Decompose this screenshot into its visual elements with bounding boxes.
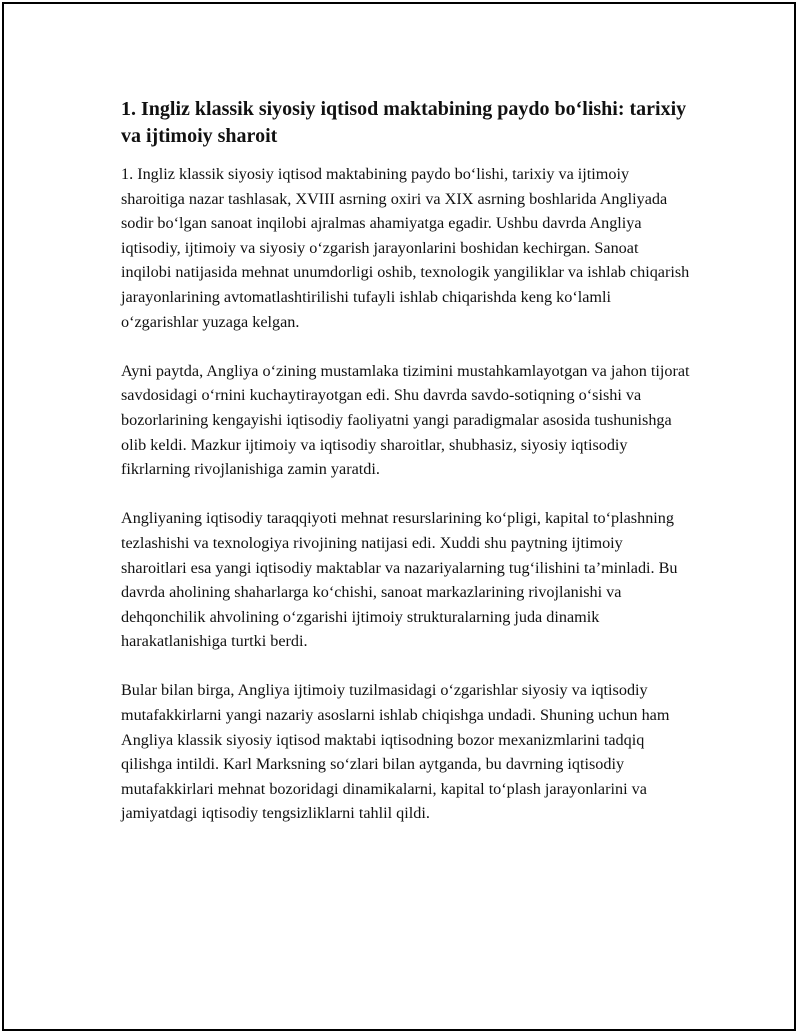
paragraph-4: Bular bilan birga, Angliya ijtimoiy tuzilmasidagi o‘zgarishlar siyosiy va iqtisodiy mutafakkirlarni yangi nazariy asoslarni ishlab chiqishga undadi. Shuning uchun ham Angliya klassik siyosiy iqtisod maktabi iqtisodning bozor mexanizmlarini tadqiq qilishga intildi. Karl Marksning so‘zlari bilan aytganda, bu davrning iqtisodiy mutafakkirlari mehnat bozoridagi dinamikalarni, kapital to‘plash jarayonlarini va jamiyatdagi iqtisodiy tengsizliklarni tahlil qildi. [121, 681, 670, 823]
paragraph-1: 1. Ingliz klassik siyosiy iqtisod maktabining paydo bo‘lishi, tarixiy va ijtimoiy sharoitiga nazar tashlasak, XVIII asrning oxiri va XIX asrning boshlarida Angliyada sodir bo‘lgan sanoat inqilobi ajralmas ahamiyatga egadir. Ushbu davrda Angliya iqtisodiy, ijtimoiy va siyosiy o‘zgarish jarayonlarini boshidan kechirgan. Sanoat inqilobi natijasida mehnat unumdorligi oshib, texnologik yangiliklar va ishlab chiqarish jarayonlarining avtomatlashtirilishi tufayli ishlab chiqarishda keng ko‘lamli o‘zgarishlar yuzaga kelgan. [121, 165, 690, 331]
page-frame [2, 2, 796, 1031]
document-body [121, 96, 691, 851]
section-heading: 1. Ingliz klassik siyosiy iqtisod maktabining paydo bo‘lishi: tarixiy va ijtimoiy sharoit [121, 98, 687, 147]
paragraph-3: Angliyaning iqtisodiy taraqqiyoti mehnat resurslarining ko‘pligi, kapital to‘plashning tezlashishi va texnologiya rivojining natijasi edi. Xuddi shu paytning ijtimoiy sharoitlari esa yangi iqtisodiy maktablar va nazariyalarning tug‘ilishini ta’minladi. Bu davrda aholining shaharlarga ko‘chishi, sanoat markazlarining rivojlanishi va dehqonchilik ahvolining o‘zgarishi ijtimoiy strukturalarning juda dinamik harakatlanishiga turtki berdi. [121, 509, 678, 651]
paragraph-2: Ayni paytda, Angliya o‘zining mustamlaka tizimini mustahkamlayotgan va jahon tijorat savdosidagi o‘rnini kuchaytirayotgan edi. Shu davrda savdo-sotiqning o‘sishi va bozorlarining kengayishi iqtisodiy faoliyatni yangi paradigmalar asosida tushunishga olib keldi. Mazkur ijtimoiy va iqtisodiy sharoitlar, shubhasiz, siyosiy iqtisodiy fikrlarning rivojlanishiga zamin yaratdi. [121, 361, 690, 479]
